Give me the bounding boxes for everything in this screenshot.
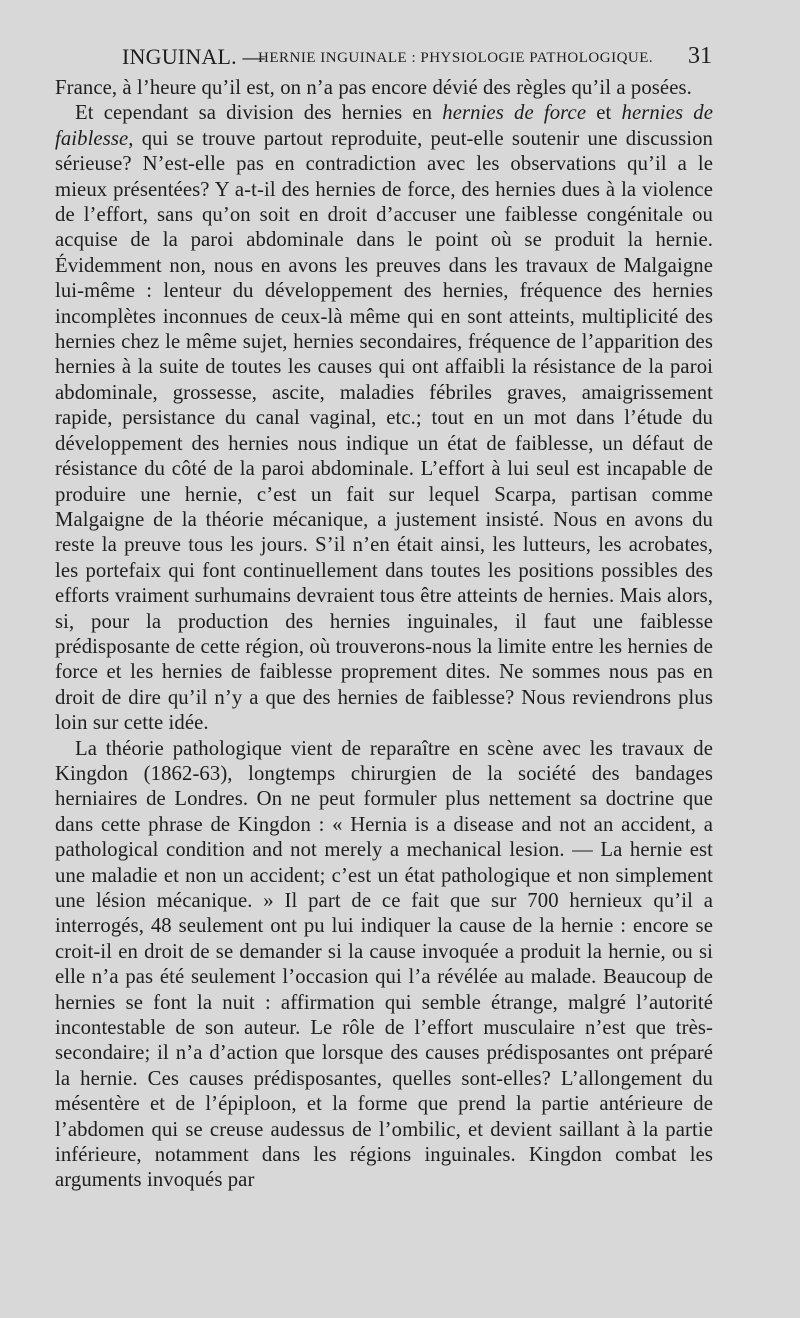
paragraph-2: [55, 101, 713, 736]
running-title: INGUINAL. —: [122, 44, 265, 69]
paragraph-1: France, à l’heure qu’il est, on n’a pas encore dévié des règles qu’il a posées.: [55, 77, 692, 99]
paragraph-2-text-1: Et cependant sa division des hernies en: [75, 102, 443, 125]
paragraph-2-text-2: et: [586, 102, 622, 125]
paragraph-2-italic-term-1: hernies de force: [442, 102, 587, 125]
page-header: [58, 42, 712, 72]
paragraph-2-italic-term-2: hernies de faiblesse: [55, 102, 713, 150]
page-number: 31: [688, 43, 712, 69]
paragraph-2-text-3: , qui se trouve partout reproduite, peut-elle soutenir une discussion sérieuse? N’est-elle pas en contradiction avec les observations qu’il a le mieux présentées? Y a-t-il des hernies de force, des hernies dues à la violence de l’effort, sans qu’on soit en droit d’accuser une faiblesse congénitale ou acquise de la paroi abdominale dans le point où se produit la hernie. Évidemment non, nous en avons les preuves dans les travaux de Malgaigne lui-même : lenteur du développement des hernies, fréquence des hernies incomplètes inconnues de ceux-là même qui en sont atteints, multiplicité des hernies chez le même sujet, hernies secondaires, fréquence de l’apparition des hernies à la suite de toutes les causes qui ont affaibli la résistance de la paroi abdominale, grossesse, ascite, maladies fébriles graves, amaigrissement rapide, persistance du canal vaginal, etc.; tout en un mot dans l’étude du développement des hernies nous indique un état de faiblesse, un défaut de résistance du côté de la paroi abdominale. L’effort à lui seul est incapable de produire une hernie, c’est un fait sur lequel Scarpa, partisan comme Malgaigne de la théorie mécanique, a justement insisté. Nous en avons du reste la preuve tous les jours. S’il n’en était ainsi, les lutteurs, les acrobates, les portefaix qui font continuellement dans toutes les positions possibles des efforts vraiment surhumains devraient tous être atteints de hernies. Mais alors, si, pour la production des hernies inguinales, il faut une faiblesse prédisposante de cette région, où trouverons-nous la limite entre les hernies de force et les hernies de faiblesse proprement dites. Ne sommes nous pas en droit de dire qu’il n’y a que des hernies de faiblesse? Nous reviendrons plus loin sur cette idée.: [55, 127, 713, 735]
page-body-text: [55, 76, 713, 1194]
paragraph-3: La théorie pathologique vient de reparaître en scène avec les travaux de Kingdon (1862-63), longtemps chirurgien de la société des bandages herniaires de Londres. On ne peut formuler plus nettement sa doctrine que dans cette phrase de Kingdon : « Hernia is a disease and not an accident, a pathological condition and not merely a mechanical lesion. — La hernie est une maladie et non un accident; c’est un état pathologique et non simplement une lésion mécanique. » Il part de ce fait que sur 700 hernieux qu’il a interrogés, 48 seulement ont pu lui indiquer la cause de la hernie : encore se croit-il en droit de se demander si la cause invoquée a produit la hernie, ou si elle n’a pas été seulement l’occasion qui l’a révélée au malade. Beaucoup de hernies se font la nuit : affirmation qui semble étrange, malgré l’autorité incontestable de son auteur. Le rôle de l’effort musculaire n’est que très-secondaire; il n’a d’action que lorsque des causes prédisposantes ont préparé la hernie. Ces causes prédisposantes, quelles sont-elles? L’allongement du mésentère et de l’épiploon, et la forme que prend la partie antérieure de l’abdomen qui se creuse audessus de l’ombilic, et devient saillant à la partie inférieure, notamment dans les régions inguinales. Kingdon combat les arguments invoqués par: [55, 737, 713, 1192]
running-subtitle: HERNIE INGUINALE : PHYSIOLOGIE PATHOLOGIQUE.: [258, 50, 654, 66]
